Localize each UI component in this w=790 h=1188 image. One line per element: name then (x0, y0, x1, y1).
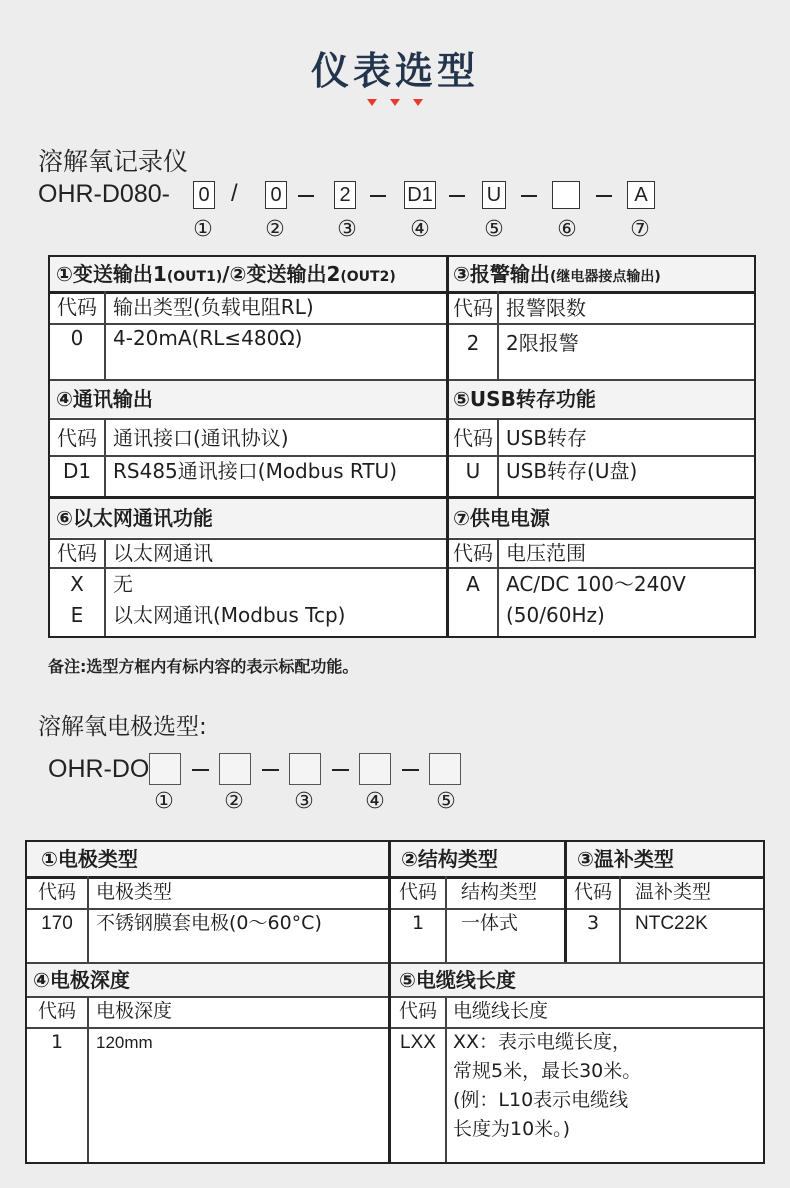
code-dash (298, 195, 314, 197)
code-dash (370, 195, 386, 197)
decor-triangle-icon (367, 99, 377, 106)
col-desc: 输出类型(负载电阻RL) (113, 295, 314, 319)
table-cell-desc: 以太网通讯(Modbus Tcp) (113, 603, 346, 627)
section-header-ethernet: ⑥以太网通讯功能 (50, 499, 447, 537)
code-dash (449, 195, 465, 197)
col-code: 代码 (453, 541, 493, 565)
col-desc: 报警限数 (506, 296, 586, 320)
code-dash (332, 769, 349, 771)
col-code: 代码 (37, 881, 76, 903)
code-slash: / (231, 180, 238, 207)
table-cell-desc: 常规5米，最长30米。 (453, 1060, 642, 1082)
table-cell-code: D1 (62, 459, 92, 483)
table-cell-desc: 长度为10米。) (453, 1118, 571, 1140)
table-cell-code: 170 (41, 913, 73, 934)
electrode-box-2 (219, 753, 251, 785)
recorder-heading: 溶解氧记录仪 (38, 147, 189, 176)
code-dash (596, 195, 612, 197)
marker-2: ② (224, 789, 244, 814)
code-box-6 (552, 181, 580, 209)
marker-3: ③ (337, 217, 357, 242)
col-desc: 以太网通讯 (113, 541, 213, 565)
col-code: 代码 (57, 541, 97, 565)
marker-6: ⑥ (557, 217, 577, 242)
section-header-cable: ⑤电缆线长度 (391, 964, 763, 996)
table-cell-code: U (465, 459, 481, 483)
code-dash (192, 769, 209, 771)
electrode-box-1 (149, 753, 181, 785)
section-header-usb: ⑤USB转存功能 (449, 381, 754, 417)
section-header-depth: ④电极深度 (27, 964, 388, 996)
marker-4: ④ (410, 217, 430, 242)
table-cell-desc: AC/DC 100～240V (506, 572, 686, 596)
marker-1: ① (154, 789, 174, 814)
page-title: 仪表选型 (310, 49, 479, 93)
table-cell-desc: USB转存(U盘) (506, 459, 638, 483)
footnote: 备注:选型方框内有标内容的表示标配功能。 (48, 657, 359, 676)
table-cell-desc: 2限报警 (506, 331, 579, 355)
electrode-model-prefix: OHR-DO (48, 755, 150, 783)
marker-3: ③ (294, 789, 314, 814)
col-code: 代码 (453, 296, 493, 320)
table-cell-code: X (70, 572, 84, 596)
table-cell-code: 0 (70, 326, 84, 350)
code-dash (402, 769, 419, 771)
col-desc: 通讯接口(通讯协议) (113, 426, 289, 450)
electrode-box-4 (359, 753, 391, 785)
col-desc: 结构类型 (461, 881, 538, 903)
marker-2: ② (265, 217, 285, 242)
electrode-box-3 (289, 753, 321, 785)
section-header-electrode-type: ①电极类型 (27, 842, 388, 876)
table-cell-code: 2 (466, 331, 480, 355)
decor-triangle-icon (390, 99, 400, 106)
table-cell-desc: 不锈钢膜套电极(0～60°C) (96, 912, 322, 934)
col-code: 代码 (573, 881, 612, 903)
table-cell-desc: NTC22K (635, 913, 708, 934)
table-cell-desc: 4-20mA(RL≤480Ω) (113, 326, 303, 350)
marker-5: ⑤ (436, 789, 456, 814)
section-header-comm: ④通讯输出 (50, 381, 447, 417)
col-desc: 电极深度 (96, 1000, 173, 1022)
table-cell-desc: 120mm (96, 1033, 153, 1052)
code-dash (262, 769, 279, 771)
col-code: 代码 (57, 295, 97, 319)
recorder-model-prefix: OHR-D080- (38, 180, 170, 208)
code-dash (521, 195, 537, 197)
col-code: 代码 (453, 426, 493, 450)
table-cell-desc: (例：L10表示电缆线 (453, 1089, 629, 1111)
recorder-options-table (48, 255, 756, 638)
code-box-5: U (482, 181, 506, 209)
col-code: 代码 (398, 1000, 437, 1022)
marker-5: ⑤ (484, 217, 504, 242)
code-box-2: 0 (265, 181, 287, 209)
code-box-1: 0 (193, 181, 215, 209)
col-code: 代码 (57, 426, 97, 450)
table-cell-code: 1 (411, 912, 425, 934)
table-cell-code: 1 (50, 1031, 64, 1053)
section-header-temp-comp: ③温补类型 (567, 842, 763, 876)
col-desc: 温补类型 (635, 881, 712, 903)
col-desc: USB转存 (506, 426, 588, 450)
section-header-alarm: ③报警输出(继电器接点输出) (449, 257, 754, 291)
table-cell-code: 3 (586, 912, 600, 934)
col-desc: 电缆线长度 (453, 1000, 549, 1022)
table-cell-code: A (466, 572, 480, 596)
table-cell-desc: 无 (113, 572, 133, 596)
section-header-power: ⑦供电电源 (449, 499, 754, 537)
electrode-heading: 溶解氧电极选型: (38, 714, 207, 740)
section-header-output: ①变送输出1(OUT1)/②变送输出2(OUT2) (50, 257, 447, 291)
marker-7: ⑦ (630, 217, 650, 242)
table-cell-desc: XX：表示电缆长度， (453, 1031, 632, 1053)
section-header-structure: ②结构类型 (391, 842, 564, 876)
code-box-4: D1 (404, 181, 436, 209)
table-cell-desc: RS485通讯接口(Modbus RTU) (113, 459, 398, 483)
table-cell-desc: 一体式 (461, 912, 519, 934)
electrode-options-table (25, 840, 765, 1164)
marker-1: ① (193, 217, 213, 242)
marker-4: ④ (365, 789, 385, 814)
col-code: 代码 (37, 1000, 76, 1022)
code-box-3: 2 (334, 181, 356, 209)
table-cell-code: E (70, 603, 84, 627)
electrode-box-5 (429, 753, 461, 785)
table-cell-code: LXX (400, 1032, 436, 1053)
col-desc: 电极类型 (96, 881, 173, 903)
col-desc: 电压范围 (506, 541, 586, 565)
decor-triangle-icon (413, 99, 423, 106)
table-cell-desc: (50/60Hz) (506, 603, 605, 627)
col-code: 代码 (398, 881, 437, 903)
code-box-7: A (627, 181, 655, 209)
